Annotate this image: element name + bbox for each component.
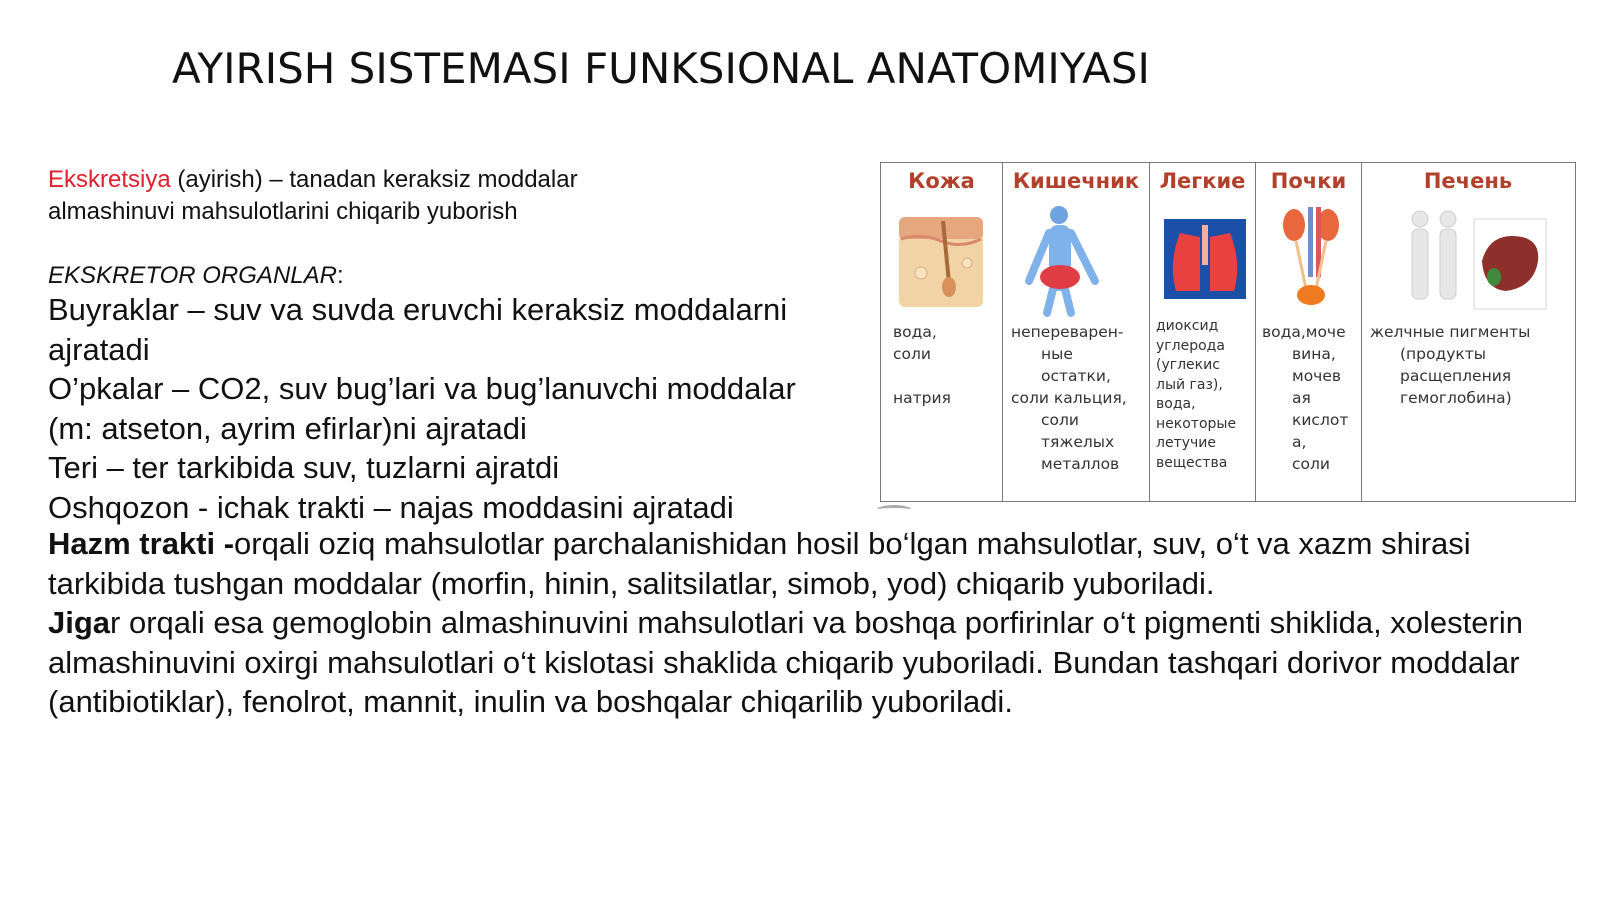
jigar-paragraph: [48, 603, 1588, 722]
desc-line: вещества: [1156, 454, 1228, 471]
hazm-text: orqali oziq mahsulotlar parchalanishidan hosil bo‘lgan mahsulotlar, suv, o‘t va xazm shirasi tarkibida tushgan moddalar (morfin, hinin, salitsilatlar, simob, yod) chiqarib yuboriladi.: [48, 526, 1471, 601]
desc-line: металлов: [1041, 455, 1120, 473]
table-header: Кожа: [908, 169, 975, 193]
liver-illustration: [1362, 203, 1574, 318]
table-desc: [1011, 321, 1127, 475]
skin-illustration: [881, 203, 1003, 318]
table-col-intestine: [1003, 163, 1150, 501]
desc-line: летучие: [1156, 435, 1216, 451]
desc-line: ные: [1041, 345, 1073, 363]
desc-line: вина,: [1292, 345, 1336, 363]
desc-line: мочев: [1292, 367, 1342, 385]
desc-line: ая: [1292, 389, 1311, 407]
intro-line2: almashinuvi mahsulotlarini chiqarib yuborish: [48, 198, 518, 225]
desc-line: [893, 365, 951, 387]
table-col-liver: [1362, 163, 1574, 501]
table-header: Кишечник: [1012, 169, 1140, 193]
term-ekskretsiya: Ekskretsiya: [48, 166, 171, 193]
desc-line: вода,: [1156, 396, 1196, 412]
intro-line1-rest: (ayirish) – tanadan keraksiz moddalar: [170, 166, 578, 193]
desc-line: соли: [1041, 411, 1079, 429]
intestine-illustration: [1003, 203, 1150, 318]
organs-heading-colon: :: [336, 262, 344, 289]
jigar-bold: Jiga: [48, 605, 111, 640]
table-desc: [1370, 321, 1530, 409]
desc-line: углерода: [1156, 337, 1225, 354]
slide-decoration: [877, 505, 911, 514]
organs-heading-text: EKSKRETOR ORGANLAR: [48, 262, 337, 289]
organ-line: O’pkalar – CO2, suv bug’lari va bug’lanuvchi moddalar: [48, 371, 796, 406]
body-text: [48, 524, 1588, 722]
desc-line: а,: [1292, 433, 1307, 451]
table-header: Печень: [1423, 169, 1513, 193]
organ-line: Buyraklar – suv va suvda eruvchi keraksiz moddalarni: [48, 292, 788, 327]
desc-line: вода,: [893, 323, 937, 341]
organ-line: Teri – ter tarkibida suv, tuzlarni ajratdi: [48, 450, 560, 485]
table-desc: [1156, 317, 1236, 473]
hazm-paragraph: [48, 524, 1588, 603]
desc-line: гемоглобина): [1400, 389, 1512, 407]
organ-line: ajratadi: [48, 331, 150, 367]
desc-line: (продукты: [1400, 345, 1487, 363]
table-desc: [893, 321, 951, 409]
table-col-kidneys: [1256, 163, 1362, 501]
table-header: Почки: [1270, 169, 1347, 193]
desc-line: соли: [893, 345, 931, 363]
desc-line: желчные пигменты: [1370, 323, 1531, 341]
desc-line: остатки,: [1041, 367, 1111, 385]
organ-line: (m: atseton, ayrim efirlar)ni ajratadi: [48, 410, 527, 446]
table-desc: [1262, 321, 1348, 475]
desc-line: натрия: [893, 389, 951, 407]
lungs-illustration: [1150, 203, 1256, 318]
desc-line: некоторые: [1156, 415, 1237, 432]
table-header: Легкие: [1159, 169, 1246, 193]
kidneys-illustration: [1256, 203, 1362, 318]
intro-definition: [48, 164, 848, 228]
desc-line: непереварен-: [1011, 323, 1124, 341]
table-col-lungs: [1150, 163, 1256, 501]
slide-title: AYIRISH SISTEMASI FUNKSIONAL ANATOMIYASI: [172, 44, 1150, 93]
desc-line: кислот: [1292, 411, 1349, 429]
organs-heading: [48, 262, 344, 290]
desc-line: соли: [1292, 455, 1330, 473]
desc-line: расщепления: [1400, 367, 1512, 385]
excretory-organs-table: [880, 162, 1576, 502]
table-col-skin: [881, 163, 1003, 501]
desc-line: соли кальция,: [1011, 389, 1127, 407]
desc-line: диоксид: [1156, 318, 1219, 334]
desc-line: вода,моче: [1262, 323, 1346, 341]
jigar-text: r orqali esa gemoglobin almashinuvini mahsulotlari va boshqa porfirinlar o‘t pigmenti shiklida, xolesterin almashinuvini oxirgi mahsulotlari o‘t kislotasi shaklida chiqarib yuboriladi. Bundan tashqari dorivor moddalar (antibiotiklar), fenolrot, mannit, inulin va boshqalar chiqarilib yuboriladi.: [48, 605, 1523, 719]
organ-lines: [48, 290, 868, 527]
organ-line: Oshqozon - ichak trakti – najas moddasini ajratadi: [48, 489, 734, 525]
desc-line: тяжелых: [1041, 433, 1115, 451]
desc-line: (углекис: [1156, 357, 1220, 373]
desc-line: лый газ),: [1156, 376, 1223, 393]
hazm-bold: Hazm trakti -: [48, 526, 235, 561]
